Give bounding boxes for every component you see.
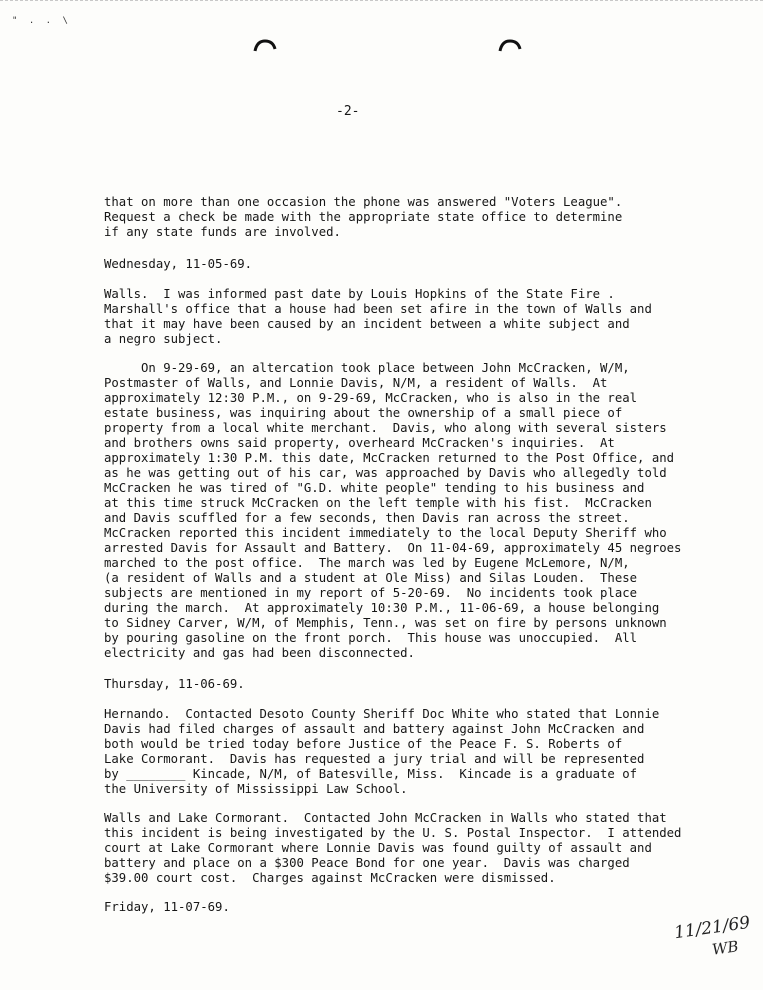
text-line: by pouring gasoline on the front porch. This house was unoccupied. All: [104, 631, 638, 645]
text-line: that it may have been caused by an incident between a white subject and: [104, 317, 630, 331]
text-line: (a resident of Walls and a student at Ole Miss) and Silas Louden. These: [104, 571, 638, 585]
top-edge-rule: [0, 0, 763, 1]
text-line: Hernando. Contacted Desoto County Sheriff Doc White who stated that Lonnie: [104, 707, 660, 721]
text-line: Lake Cormorant. Davis has requested a jury trial and will be represented: [104, 752, 645, 766]
text-line: electricity and gas had been disconnected.: [104, 646, 415, 660]
text-line: and brothers owns said property, overheard McCracken's inquiries. At: [104, 436, 615, 450]
text-line: approximately 12:30 P.M., on 9-29-69, McCracken, who is also in the real: [104, 391, 638, 405]
handwritten-initials: WB: [710, 937, 740, 959]
text-line: arrested Davis for Assault and Battery. On 11-04-69, approximately 45 negroes: [104, 541, 682, 555]
text-line: battery and place on a $300 Peace Bond for one year. Davis was charged: [104, 856, 630, 870]
text-line: at this time struck McCracken on the left temple with his fist. McCracken: [104, 496, 652, 510]
text-line: estate business, was inquiring about the ownership of a small piece of: [104, 406, 623, 420]
text-line: and Davis scuffled for a few seconds, then Davis ran across the street.: [104, 511, 630, 525]
text-line: subjects are mentioned in my report of 5-20-69. No incidents took place: [104, 586, 638, 600]
text-line: Walls. I was informed past date by Louis Hopkins of the State Fire .: [104, 287, 615, 301]
text-line: Davis had filed charges of assault and battery against John McCracken and: [104, 722, 645, 736]
text-line: Request a check be made with the appropriate state office to determine: [104, 210, 623, 224]
text-line: that on more than one occasion the phone was answered "Voters League".: [104, 195, 623, 209]
entry-date: Friday, 11-07-69.: [104, 900, 230, 914]
text-line: property from a local white merchant. Davis, who along with several sisters: [104, 421, 667, 435]
page-number: -2-: [336, 104, 360, 119]
punch-hole-mark-right-icon: [498, 38, 522, 52]
text-line: marched to the post office. The march was led by Eugene McLemore, N/M,: [104, 556, 630, 570]
punch-hole-mark-left-icon: [253, 38, 277, 52]
entry-date: Wednesday, 11-05-69.: [104, 257, 253, 271]
text-line: by ________ Kincade, N/M, of Batesville, Miss. Kincade is a graduate of: [104, 767, 638, 781]
handwritten-date: 11/21/69: [672, 912, 752, 944]
text-line: McCracken reported this incident immediately to the local Deputy Sheriff who: [104, 526, 667, 540]
text-line: both would be tried today before Justice of the Peace F. S. Roberts of: [104, 737, 623, 751]
text-line: court at Lake Cormorant where Lonnie Davis was found guilty of assault and: [104, 841, 652, 855]
text-line: Walls and Lake Cormorant. Contacted John McCracken in Walls who stated that: [104, 811, 667, 825]
text-line: approximately 1:30 P.M. this date, McCracken returned to the Post Office, and: [104, 451, 675, 465]
text-line: if any state funds are involved.: [104, 225, 341, 239]
text-line: a negro subject.: [104, 332, 223, 346]
text-line: as he was getting out of his car, was approached by Davis who allegedly told: [104, 466, 667, 480]
text-line: Postmaster of Walls, and Lonnie Davis, N/M, a resident of Walls. At: [104, 376, 608, 390]
text-line: this incident is being investigated by the U. S. Postal Inspector. I attended: [104, 826, 682, 840]
entry-date: Thursday, 11-06-69.: [104, 677, 245, 691]
text-line: Marshall's office that a house had been set afire in the town of Walls and: [104, 302, 652, 316]
text-line: during the march. At approximately 10:30 P.M., 11-06-69, a house belonging: [104, 601, 660, 615]
text-line: to Sidney Carver, W/M, of Memphis, Tenn., was set on fire by persons unknown: [104, 616, 667, 630]
margin-mark: " . . \: [12, 16, 71, 26]
text-line: the University of Mississippi Law School.: [104, 782, 408, 796]
text-line: On 9-29-69, an altercation took place between John McCracken, W/M,: [104, 361, 630, 375]
text-line: $39.00 court cost. Charges against McCracken were dismissed.: [104, 871, 556, 885]
text-line: McCracken he was tired of "G.D. white people" tending to his business and: [104, 481, 645, 495]
